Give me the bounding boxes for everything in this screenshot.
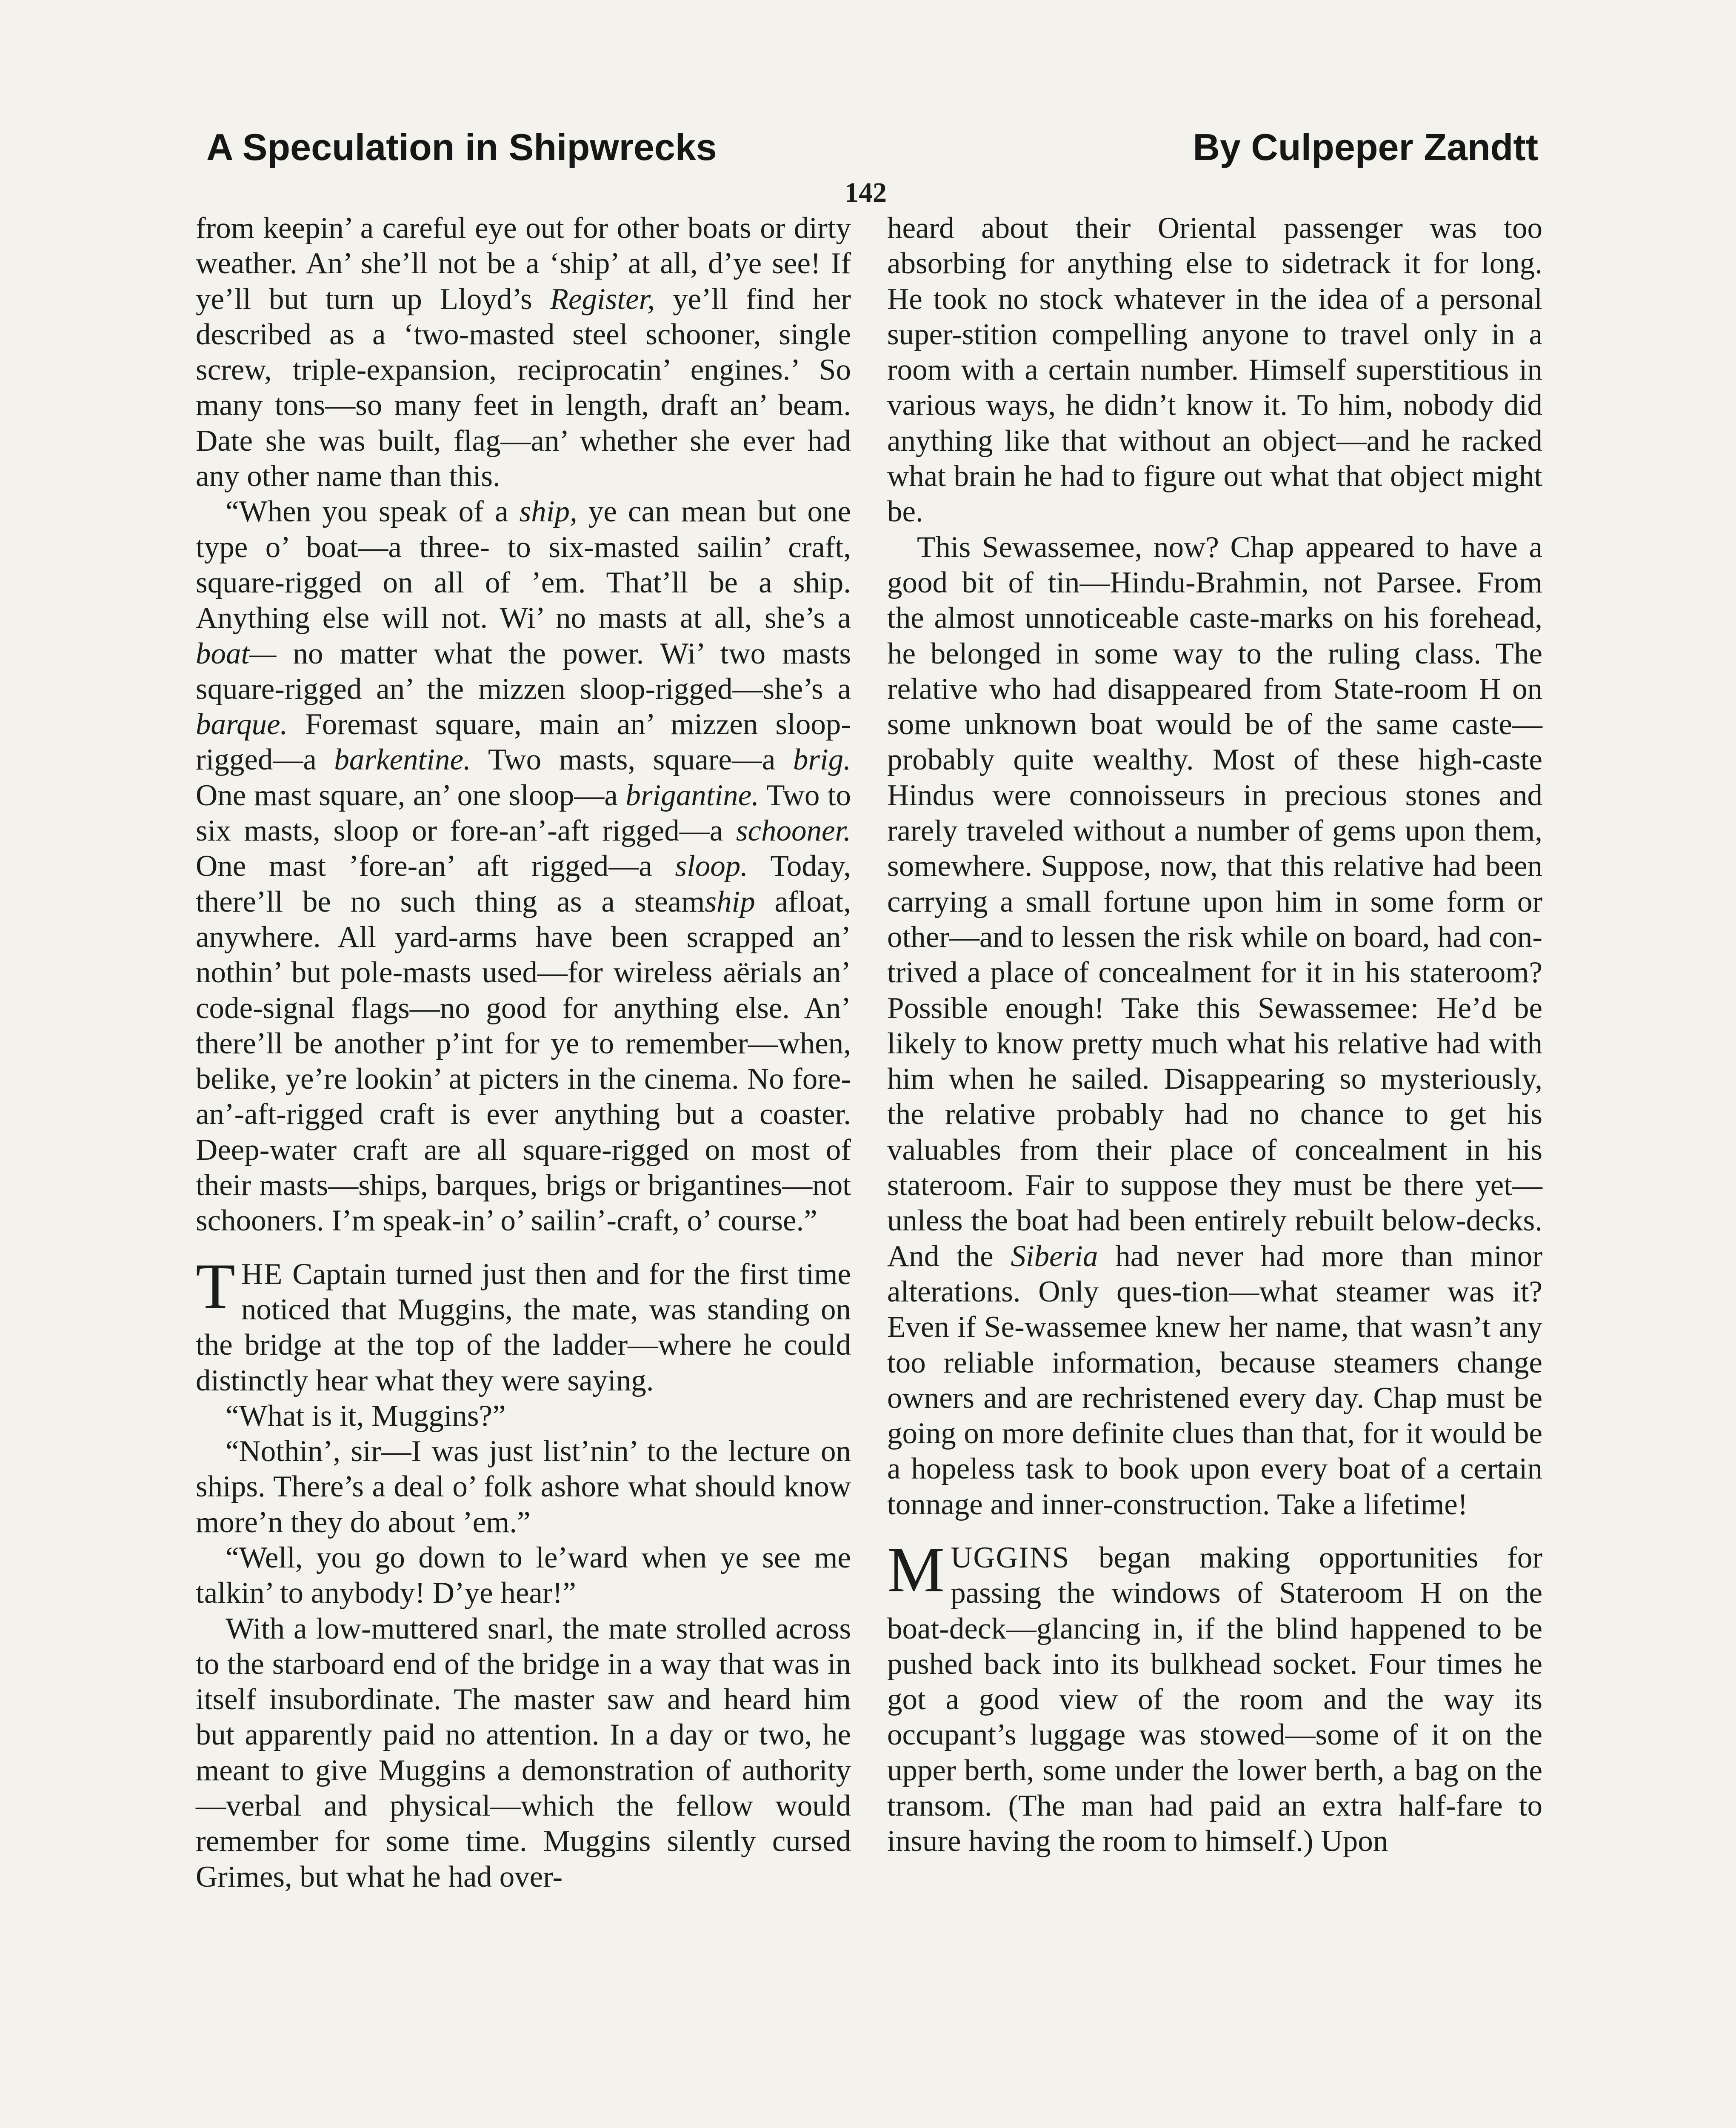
story-author: By Culpeper Zandtt [1193, 126, 1538, 168]
paragraph [887, 530, 1542, 1522]
paragraph: “Well, you go down to le’ward when ye see me talkin’ to anybody! D’ye hear!” [196, 1541, 851, 1610]
italic-text: brig. [793, 743, 851, 777]
text-run: “When you speak of a [226, 495, 508, 529]
paragraph: heard about their Oriental passenger was too absorbing for anything else to sidetrack it for long. He took no stock whatever in the idea of a personal super-stition compelling anyone to travel only in a room with a certain number. Himself superstitious in various ways, he didn’t know it. To him, nobody did anything like that without an object—and he racked what brain he had to figure out what that object might be. [887, 212, 1542, 529]
text-run: had never had more than minor alterations. Only ques-tion—what steamer was it? Even if Se-wassemee knew her name, that wasn’t any too reliable information, because steamers change owners and are rechristened every day. Chap must be going on more definite clues than that, for it would be a hopeless task to book upon every boat of a certain tonnage and inner-construction. Take a lifetime! [887, 1239, 1543, 1521]
text-run: ye’ll find her described as a ‘two-masted steel schooner, single screw, triple-expansion, reciprocatin’ engines.’ So many tons—so many feet in length, draft an’ beam. Date she was built, flag—an’ whether she ever had any other name than this. [196, 282, 851, 493]
text-run: ye can mean but one type o’ boat—a three- to six-masted sailin’ craft, square-rigged on all of ’em. That’ll be a ship. Anything else will not. Wi’ no masts at all, she’s a [196, 495, 851, 635]
paragraph: “Nothin’, sir—I was just list’nin’ to the lecture on ships. There’s a deal o’ folk ashore what should know more’n they do about ’em.” [196, 1435, 851, 1539]
story-title: A Speculation in Shipwrecks [206, 126, 717, 168]
small-caps-text: HE [241, 1257, 283, 1291]
text-run: One mast ’fore-an’ aft rigged—a [196, 849, 652, 883]
text-run: Today, there’ll be no such thing as a steam [196, 849, 851, 918]
italic-text: Register, [550, 282, 655, 316]
small-caps-text: UGGINS [951, 1541, 1070, 1574]
italic-text: barkentine. [334, 743, 471, 777]
left-text-column [196, 211, 851, 2128]
italic-text: ship, [519, 495, 577, 529]
paragraph: With a low-muttered snarl, the mate strolled across to the starboard end of the bridge in a way that was in itself insubordinate. The master saw and heard him but apparently paid no attention. In a day or two, he meant to give Muggins a demonstration of authority—verbal and physical—which the fellow would remember for some time. Muggins silently cursed Grimes, but what he had over- [196, 1612, 851, 1893]
italic-text: Siberia [1011, 1239, 1098, 1273]
text-run: no matter what the power. Wi’ two masts square-rigged an’ the mizzen sloop-rigged—she’s a [196, 637, 851, 706]
italic-text: schooner. [736, 814, 851, 848]
paragraph [196, 494, 851, 1238]
italic-text: barque. [196, 708, 288, 741]
paragraph: “What is it, Muggins?” [226, 1399, 506, 1433]
right-text-column [887, 211, 1542, 2128]
page-number: 142 [845, 177, 887, 208]
text-run: Captain turned just then and for the first time noticed that Muggins, the mate, was standing on the bridge at the top of the ladder—where he could distinctly hear what they were saying. [196, 1257, 851, 1397]
paragraph [196, 211, 851, 494]
section-opening-paragraph [196, 1250, 851, 1399]
text-run: One mast square, an’ one sloop—a [196, 778, 618, 812]
text-run: Foremast square, main an’ mizzen sloop-rigged—a [196, 708, 851, 777]
running-header [206, 126, 1538, 185]
text-run: Two masts, square—a [488, 743, 776, 777]
text-run: This Sewassemee, now? Chap appeared to have a good bit of tin—Hindu-Brahmin, not Parsee. From the almost unnoticeable caste-marks on his forehead, he belonged in some way to the ruling class. The relative who had disappeared from State-room H on some unknown boat would be of the same caste—probably quite wealthy. Most of these high-caste Hindus were connoisseurs in precious stones and rarely traveled without a number of gems upon them, somewhere. Suppose, now, that this relative had been carrying a small fortune upon him in some form or other—and to lessen the risk while on board, had con-trived a place of concealment for it in his stateroom? Possible enough! Take this Sewassemee: He’d be likely to know pretty much what his relative had with him when he sailed. Disappearing so mysteriously, the relative probably had no chance to get his valuables from their place of concealment in his stateroom. Fair to suppose they must be there yet—unless the boat had been entirely rebuilt below-decks. And the [887, 530, 1542, 1273]
text-run: from keepin’ a careful eye out for other boats or dirty weather. An’ she’ll not be a ‘ship’ at all, d’ye see! If ye’ll but turn up Lloyd’s [196, 212, 851, 316]
italic-text: sloop. [675, 849, 748, 883]
italic-text: boat— [196, 637, 277, 670]
section-opening-paragraph [887, 1533, 1542, 1859]
text-run: Two to six masts, sloop or fore-an’-aft rigged—a [196, 778, 851, 848]
italic-text: ship [705, 885, 755, 918]
drop-cap: M [887, 1533, 945, 1605]
text-run: began making opportunities for passing the windows of Stateroom H on the boat-deck—glancing in, if the blind happened to be pushed back into its bulkhead socket. Four times he got a good view of the room and the way its occupant’s luggage was stowed—some of it on the upper berth, some under the lower berth, a bag on the transom. (The man had paid an extra half-fare to insure having the room to himself.) Upon [887, 1541, 1542, 1858]
drop-cap: T [196, 1250, 235, 1322]
text-run: afloat, anywhere. All yard-arms have been scrapped an’ nothin’ but pole-masts used—for wireless aërials an’ code-signal flags—no good for anything else. An’ there’ll be another p’int for ye to remember—when, belike, ye’re lookin’ at picters in the cinema. No fore-an’-aft-rigged craft is ever anything but a coaster. Deep-water craft are all square-rigged on most of their masts—ships, barques, brigs or brigantines—not schooners. I’m speak-in’ o’ sailin’-craft, o’ course.” [196, 885, 851, 1238]
italic-text: brigantine. [625, 778, 759, 812]
